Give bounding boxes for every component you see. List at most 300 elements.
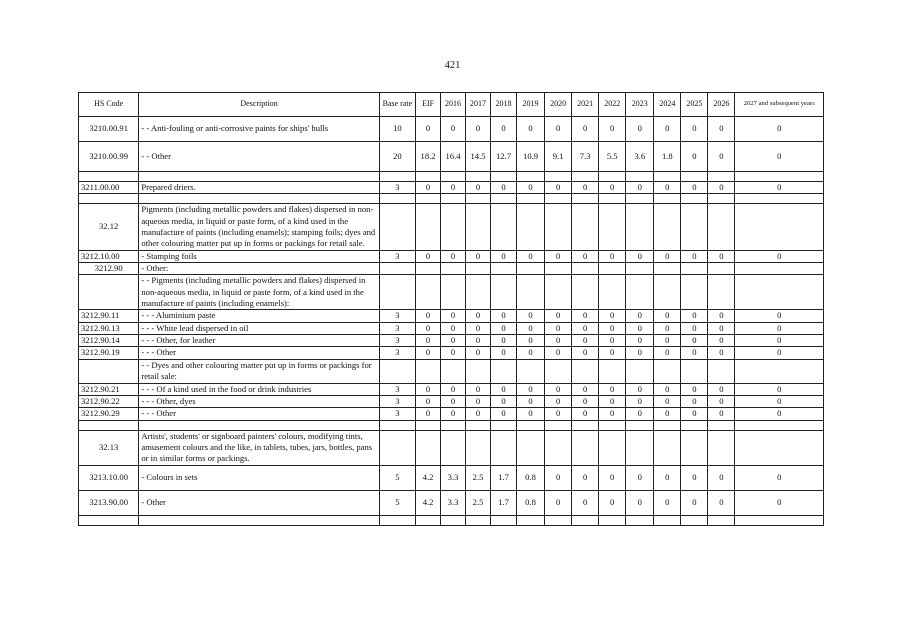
table-row [79, 359, 824, 383]
rate-cell [654, 194, 681, 204]
rate-cell: 0 [466, 383, 491, 395]
rate-cell [379, 430, 415, 465]
rate-cell: 0 [466, 335, 491, 347]
table-row [79, 172, 824, 182]
rate-cell: 0 [517, 182, 545, 194]
rate-cell [416, 420, 441, 430]
rate-cell: 0 [681, 347, 708, 359]
header-2020: 2020 [545, 93, 572, 117]
rate-cell: 5.5 [599, 142, 626, 172]
table-row [79, 490, 824, 515]
rate-cell: 0.8 [517, 465, 545, 490]
rate-cell: 1.7 [491, 465, 517, 490]
rate-cell [466, 172, 491, 182]
rate-cell [654, 515, 681, 525]
rate-cell [491, 194, 517, 204]
rate-cell [441, 420, 466, 430]
table-row [79, 275, 824, 310]
rate-cell [599, 359, 626, 383]
description-cell: - - Other [139, 142, 379, 172]
rate-cell: 0 [599, 465, 626, 490]
rate-cell [681, 430, 708, 465]
rate-cell: 0 [681, 395, 708, 407]
rate-cell: 0 [735, 310, 824, 322]
description-cell [139, 194, 379, 204]
rate-cell [708, 430, 735, 465]
table-row [79, 117, 824, 142]
rate-cell [654, 263, 681, 275]
rate-cell: 7.3 [572, 142, 599, 172]
rate-cell [654, 430, 681, 465]
table-row [79, 335, 824, 347]
header-2026: 2026 [708, 93, 735, 117]
rate-cell [466, 263, 491, 275]
rate-cell: 0 [681, 383, 708, 395]
hs-code-cell [79, 275, 139, 310]
table-row [79, 420, 824, 430]
rate-cell [466, 204, 491, 250]
rate-cell: 10.9 [517, 142, 545, 172]
rate-cell [708, 204, 735, 250]
hs-code-cell: 3211.00.00 [79, 182, 139, 194]
rate-cell: 0 [654, 322, 681, 334]
rate-cell: 0 [517, 395, 545, 407]
rate-cell: 5 [379, 465, 415, 490]
rate-cell: 0 [681, 310, 708, 322]
rate-cell [681, 420, 708, 430]
rate-cell: 0 [626, 117, 654, 142]
rate-cell [416, 515, 441, 525]
hs-code-cell: 3212.90.19 [79, 347, 139, 359]
rate-cell: 0 [441, 310, 466, 322]
description-cell: Pigments (including metallic powders and flakes) dispersed in non-aqueous media, in liquid or paste form, of a kind used in the manufacture of paints (including enamels); stamping foils; dyes and other colouring matter put up in forms or packings for retail sale. [139, 204, 379, 250]
rate-cell: 0 [735, 117, 824, 142]
rate-cell: 0 [654, 117, 681, 142]
rate-cell: 0 [708, 182, 735, 194]
rate-cell [626, 275, 654, 310]
rate-cell: 0 [441, 408, 466, 420]
rate-cell: 0 [735, 347, 824, 359]
rate-cell [491, 430, 517, 465]
rate-cell: 0 [416, 310, 441, 322]
table-row [79, 515, 824, 525]
rate-cell: 5 [379, 490, 415, 515]
hs-code-cell: 32.13 [79, 430, 139, 465]
rate-cell: 0 [626, 250, 654, 262]
rate-cell: 0 [735, 490, 824, 515]
rate-cell [708, 263, 735, 275]
rate-cell: 0 [654, 347, 681, 359]
hs-code-cell [79, 194, 139, 204]
hs-code-cell [79, 515, 139, 525]
table-header-row [79, 93, 824, 117]
header-2016: 2016 [441, 93, 466, 117]
rate-cell: 0 [626, 395, 654, 407]
rate-cell [572, 204, 599, 250]
rate-cell: 0 [545, 322, 572, 334]
header-2019: 2019 [517, 93, 545, 117]
hs-code-cell [79, 420, 139, 430]
rate-cell: 0 [654, 383, 681, 395]
hs-code-cell: 3210.00.99 [79, 142, 139, 172]
rate-cell [441, 204, 466, 250]
rate-cell: 0 [735, 465, 824, 490]
rate-cell: 0 [572, 335, 599, 347]
rate-cell: 0 [654, 408, 681, 420]
description-cell [139, 172, 379, 182]
hs-code-cell: 3212.10.00 [79, 250, 139, 262]
rate-cell: 0 [654, 395, 681, 407]
rate-cell [379, 194, 415, 204]
rate-cell [599, 263, 626, 275]
rate-cell: 0 [735, 250, 824, 262]
rate-cell: 0 [466, 395, 491, 407]
rate-cell: 0 [599, 395, 626, 407]
rate-cell [491, 515, 517, 525]
description-cell [139, 515, 379, 525]
rate-cell: 0 [466, 117, 491, 142]
rate-cell: 0 [599, 383, 626, 395]
rate-cell: 0 [491, 383, 517, 395]
rate-cell [572, 194, 599, 204]
rate-cell: 0 [681, 182, 708, 194]
rate-cell: 0 [681, 322, 708, 334]
rate-cell: 0 [708, 490, 735, 515]
rate-cell [517, 420, 545, 430]
description-cell: - - - Other, for leather [139, 335, 379, 347]
rate-cell: 0 [416, 117, 441, 142]
rate-cell: 3 [379, 395, 415, 407]
rate-cell: 0 [572, 383, 599, 395]
rate-cell: 0 [735, 182, 824, 194]
hs-code-cell: 3212.90.13 [79, 322, 139, 334]
description-cell: - Colours in sets [139, 465, 379, 490]
rate-cell: 0 [708, 395, 735, 407]
rate-cell: 0 [517, 117, 545, 142]
rate-cell [572, 172, 599, 182]
hs-code-cell: 3212.90 [79, 263, 139, 275]
rate-cell: 0 [654, 335, 681, 347]
rate-cell: 0 [517, 335, 545, 347]
description-cell: - - - Other [139, 347, 379, 359]
rate-cell: 0 [572, 182, 599, 194]
rate-cell: 0 [416, 383, 441, 395]
hs-code-cell: 3213.90.00 [79, 490, 139, 515]
rate-cell: 0 [681, 250, 708, 262]
rate-cell: 0 [416, 347, 441, 359]
rate-cell [441, 430, 466, 465]
description-cell: - Other: [139, 263, 379, 275]
rate-cell [491, 359, 517, 383]
rate-cell [626, 515, 654, 525]
rate-cell [735, 359, 824, 383]
hs-code-cell [79, 359, 139, 383]
rate-cell: 0 [491, 322, 517, 334]
rate-cell [491, 263, 517, 275]
rate-cell: 0 [708, 310, 735, 322]
rate-cell [517, 194, 545, 204]
hs-code-cell: 32.12 [79, 204, 139, 250]
rate-cell: 0 [626, 310, 654, 322]
rate-cell: 0 [491, 182, 517, 194]
rate-cell: 0 [572, 347, 599, 359]
rate-cell: 4.2 [416, 465, 441, 490]
table-row [79, 310, 824, 322]
rate-cell [416, 263, 441, 275]
rate-cell: 14.5 [466, 142, 491, 172]
table-row [79, 194, 824, 204]
rate-cell: 0 [708, 250, 735, 262]
rate-cell: 0 [708, 335, 735, 347]
rate-cell [416, 430, 441, 465]
rate-cell: 12.7 [491, 142, 517, 172]
rate-cell [735, 194, 824, 204]
header-hs-code: HS Code [79, 93, 139, 117]
rate-cell: 0 [441, 250, 466, 262]
rate-cell [654, 172, 681, 182]
rate-cell: 3 [379, 347, 415, 359]
rate-cell: 0 [681, 117, 708, 142]
rate-cell: 0 [545, 335, 572, 347]
rate-cell [441, 172, 466, 182]
rate-cell: 0 [545, 395, 572, 407]
rate-cell: 3.3 [441, 490, 466, 515]
rate-cell [517, 275, 545, 310]
rate-cell [379, 172, 415, 182]
rate-cell: 2.5 [466, 490, 491, 515]
rate-cell: 0 [491, 310, 517, 322]
rate-cell [517, 204, 545, 250]
rate-cell: 0 [416, 395, 441, 407]
rate-cell: 0 [735, 322, 824, 334]
rate-cell [416, 275, 441, 310]
rate-cell: 0 [599, 310, 626, 322]
table-body [79, 117, 824, 526]
rate-cell [441, 515, 466, 525]
rate-cell: 0 [491, 117, 517, 142]
rate-cell [654, 204, 681, 250]
rate-cell [545, 204, 572, 250]
rate-cell: 0.8 [517, 490, 545, 515]
rate-cell: 0 [735, 142, 824, 172]
header-2021: 2021 [572, 93, 599, 117]
rate-cell [626, 194, 654, 204]
rate-cell [517, 359, 545, 383]
rate-cell [416, 172, 441, 182]
description-cell: - - Dyes and other colouring matter put up in forms or packings for retail sale: [139, 359, 379, 383]
rate-cell: 0 [491, 347, 517, 359]
rate-cell [599, 275, 626, 310]
rate-cell: 18.2 [416, 142, 441, 172]
rate-cell: 0 [599, 250, 626, 262]
rate-cell [681, 515, 708, 525]
description-cell: Artists', students' or signboard painters' colours, modifying tints, amusement colours and the like, in tablets, tubes, jars, bottles, pans or in similar forms or packings. [139, 430, 379, 465]
rate-cell: 0 [681, 142, 708, 172]
rate-cell: 3 [379, 408, 415, 420]
rate-cell [681, 263, 708, 275]
rate-cell: 0 [708, 322, 735, 334]
hs-code-cell: 3213.10.00 [79, 465, 139, 490]
rate-cell: 0 [441, 182, 466, 194]
rate-cell: 0 [491, 335, 517, 347]
rate-cell: 3 [379, 383, 415, 395]
rate-cell: 0 [517, 322, 545, 334]
rate-cell: 0 [681, 490, 708, 515]
rate-cell [599, 430, 626, 465]
rate-cell [599, 420, 626, 430]
rate-cell: 1.7 [491, 490, 517, 515]
rate-cell: 0 [572, 117, 599, 142]
rate-cell [441, 263, 466, 275]
rate-cell: 2.5 [466, 465, 491, 490]
rate-cell [379, 420, 415, 430]
rate-cell [545, 430, 572, 465]
rate-cell [654, 420, 681, 430]
rate-cell [626, 430, 654, 465]
rate-cell: 0 [517, 408, 545, 420]
rate-cell: 0 [626, 322, 654, 334]
rate-cell: 1.8 [654, 142, 681, 172]
rate-cell: 0 [626, 182, 654, 194]
rate-cell [654, 359, 681, 383]
rate-cell: 0 [517, 383, 545, 395]
description-cell: Prepared driers. [139, 182, 379, 194]
table-row [79, 250, 824, 262]
rate-cell [466, 275, 491, 310]
rate-cell: 0 [441, 383, 466, 395]
rate-cell [466, 515, 491, 525]
rate-cell: 0 [572, 465, 599, 490]
rate-cell [735, 172, 824, 182]
rate-cell [545, 420, 572, 430]
rate-cell [416, 194, 441, 204]
description-cell: - - - Of a kind used in the food or drink industries [139, 383, 379, 395]
rate-cell: 0 [599, 322, 626, 334]
header-eif: EIF [416, 93, 441, 117]
header-2023: 2023 [626, 93, 654, 117]
header-2024: 2024 [654, 93, 681, 117]
rate-cell [681, 172, 708, 182]
rate-cell [517, 172, 545, 182]
rate-cell [416, 359, 441, 383]
rate-cell [735, 420, 824, 430]
rate-cell [379, 263, 415, 275]
rate-cell: 3 [379, 310, 415, 322]
rate-cell [572, 420, 599, 430]
rate-cell: 0 [466, 310, 491, 322]
rate-cell: 0 [545, 408, 572, 420]
rate-cell [572, 275, 599, 310]
rate-cell: 0 [735, 335, 824, 347]
rate-cell [681, 359, 708, 383]
tariff-schedule-table [78, 92, 824, 526]
rate-cell: 0 [545, 490, 572, 515]
hs-code-cell: 3212.90.22 [79, 395, 139, 407]
description-cell: - - - White lead dispersed in oil [139, 322, 379, 334]
table-row [79, 408, 824, 420]
rate-cell: 0 [416, 408, 441, 420]
rate-cell: 0 [599, 182, 626, 194]
rate-cell: 0 [545, 182, 572, 194]
rate-cell [572, 359, 599, 383]
hs-code-cell: 3210.00.91 [79, 117, 139, 142]
rate-cell [491, 420, 517, 430]
rate-cell: 0 [466, 182, 491, 194]
rate-cell: 20 [379, 142, 415, 172]
rate-cell [466, 420, 491, 430]
rate-cell: 0 [708, 383, 735, 395]
rate-cell: 0 [466, 250, 491, 262]
header-base-rate: Base rate [379, 93, 415, 117]
rate-cell: 0 [545, 117, 572, 142]
rate-cell [626, 420, 654, 430]
description-cell: - - Anti-fouling or anti-corrosive paints for ships' hulls [139, 117, 379, 142]
rate-cell: 0 [545, 465, 572, 490]
rate-cell: 0 [708, 408, 735, 420]
rate-cell: 0 [599, 347, 626, 359]
header-2027-and-subsequent-years: 2027 and subsequent years [735, 93, 824, 117]
rate-cell: 0 [441, 395, 466, 407]
rate-cell [626, 172, 654, 182]
hs-code-cell: 3212.90.29 [79, 408, 139, 420]
header-2022: 2022 [599, 93, 626, 117]
header-2018: 2018 [491, 93, 517, 117]
table-row [79, 465, 824, 490]
rate-cell: 0 [708, 142, 735, 172]
rate-cell: 16.4 [441, 142, 466, 172]
rate-cell [441, 194, 466, 204]
rate-cell [466, 359, 491, 383]
rate-cell [735, 204, 824, 250]
rate-cell [626, 204, 654, 250]
hs-code-cell: 3212.90.21 [79, 383, 139, 395]
rate-cell: 4.2 [416, 490, 441, 515]
rate-cell [441, 359, 466, 383]
rate-cell: 0 [708, 465, 735, 490]
rate-cell: 0 [681, 465, 708, 490]
rate-cell: 0 [517, 310, 545, 322]
rate-cell [491, 204, 517, 250]
rate-cell [681, 275, 708, 310]
rate-cell: 3 [379, 182, 415, 194]
table-row [79, 204, 824, 250]
rate-cell: 0 [626, 408, 654, 420]
rate-cell: 0 [735, 408, 824, 420]
rate-cell: 0 [545, 383, 572, 395]
rate-cell [708, 515, 735, 525]
rate-cell [708, 359, 735, 383]
rate-cell [599, 515, 626, 525]
description-cell: - Stamping foils [139, 250, 379, 262]
page-number: 421 [444, 60, 461, 71]
rate-cell: 0 [572, 395, 599, 407]
rate-cell: 0 [735, 383, 824, 395]
rate-cell: 0 [545, 310, 572, 322]
rate-cell: 0 [441, 322, 466, 334]
rate-cell: 0 [517, 250, 545, 262]
rate-cell [681, 204, 708, 250]
table-row [79, 395, 824, 407]
rate-cell [708, 420, 735, 430]
rate-cell [517, 515, 545, 525]
rate-cell [626, 263, 654, 275]
rate-cell [599, 194, 626, 204]
rate-cell [545, 359, 572, 383]
rate-cell [572, 430, 599, 465]
rate-cell: 0 [599, 490, 626, 515]
hs-code-cell: 3212.90.14 [79, 335, 139, 347]
rate-cell: 0 [572, 310, 599, 322]
